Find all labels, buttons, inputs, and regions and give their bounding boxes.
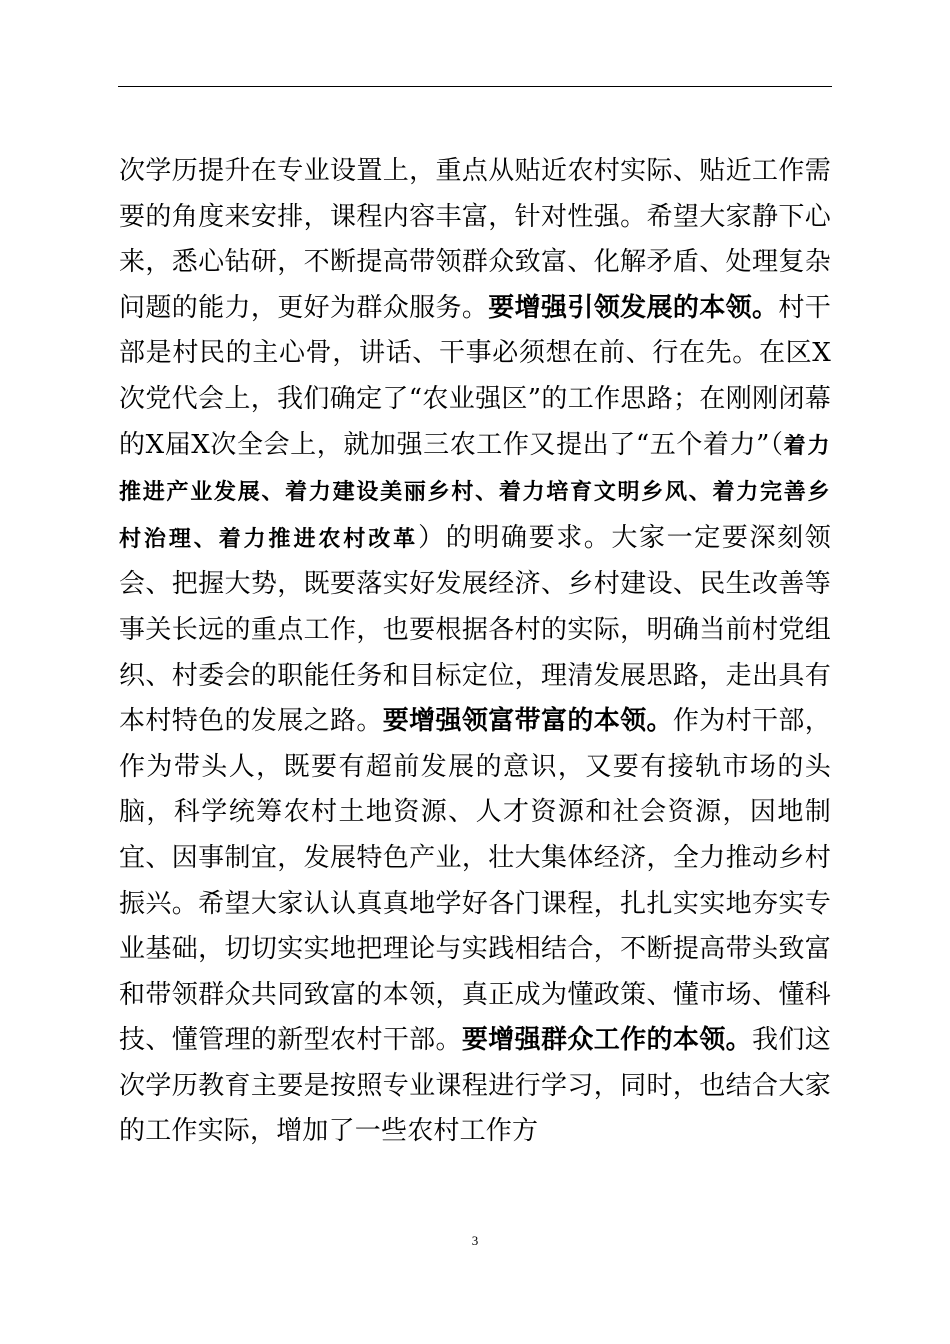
paragraph-text: 作为村干部，作为带头人，既要有超前发展的意识，又要有接轨市场的头脑，科学统筹农村土地资源、人才资源和社会资源，因地制宜、因事制宜，发展特色产业，壮大集体经济，全力推动乡村振兴。希望大家认认真真地学好各门课程，扎扎实实地夯实专业基础，切切实实地把理论与实践相结合，不断提高带头致富和带领群众共同致富的本领，真正成为懂政策、懂市场、懂科技、懂管理的新型农村干部。 [119, 706, 831, 1056]
paragraph-text: 村干部是村民的主心骨，讲话、干事必须想在前、行在先。在区X次党代会上，我们确定了“农业强区”的工作思路；在刚刚闭幕的X届X次全会上，就加强三农工作又提出了“五个着力”（ [119, 292, 831, 460]
header-rule [118, 86, 832, 87]
paragraph-text: 次学历提升在专业设置上，重点从贴近农村实际、贴近工作需要的角度来安排，课程内容丰富，针对性强。希望大家静下心来，悉心钻研，不断提高带领群众致富、化解矛盾、处理复杂问题的能力，更好为群众服务。 [119, 156, 831, 323]
page-number: 3 [471, 1233, 479, 1248]
bold-heading-mass-work: 要增强群众工作的本领。 [461, 1025, 753, 1056]
bold-heading-lead-development: 要增强引领发展的本领。 [488, 292, 779, 323]
body-paragraph [119, 149, 831, 1155]
bold-heading-lead-prosperity: 要增强领富带富的本领。 [382, 706, 673, 737]
paragraph-text: ）的明确要求。大家一定要深刻领会、把握大势，既要落实好发展经济、乡村建设、民生改善等事关长远的重点工作，也要根据各村的实际，明确当前村党组织、村委会的职能任务和目标定位，理清发展思路，走出具有本村特色的发展之路。 [119, 522, 831, 737]
paragraph-text: 我们这次学历教育主要是按照专业课程进行学习，同时，也结合大家的工作实际，增加了一些农村工作方 [119, 1025, 831, 1147]
emphasis-five-focuses: 着力推进产业发展、着力建设美丽乡村、着力培育文明乡风、着力完善乡村治理、着力推进农村改革 [119, 432, 831, 552]
